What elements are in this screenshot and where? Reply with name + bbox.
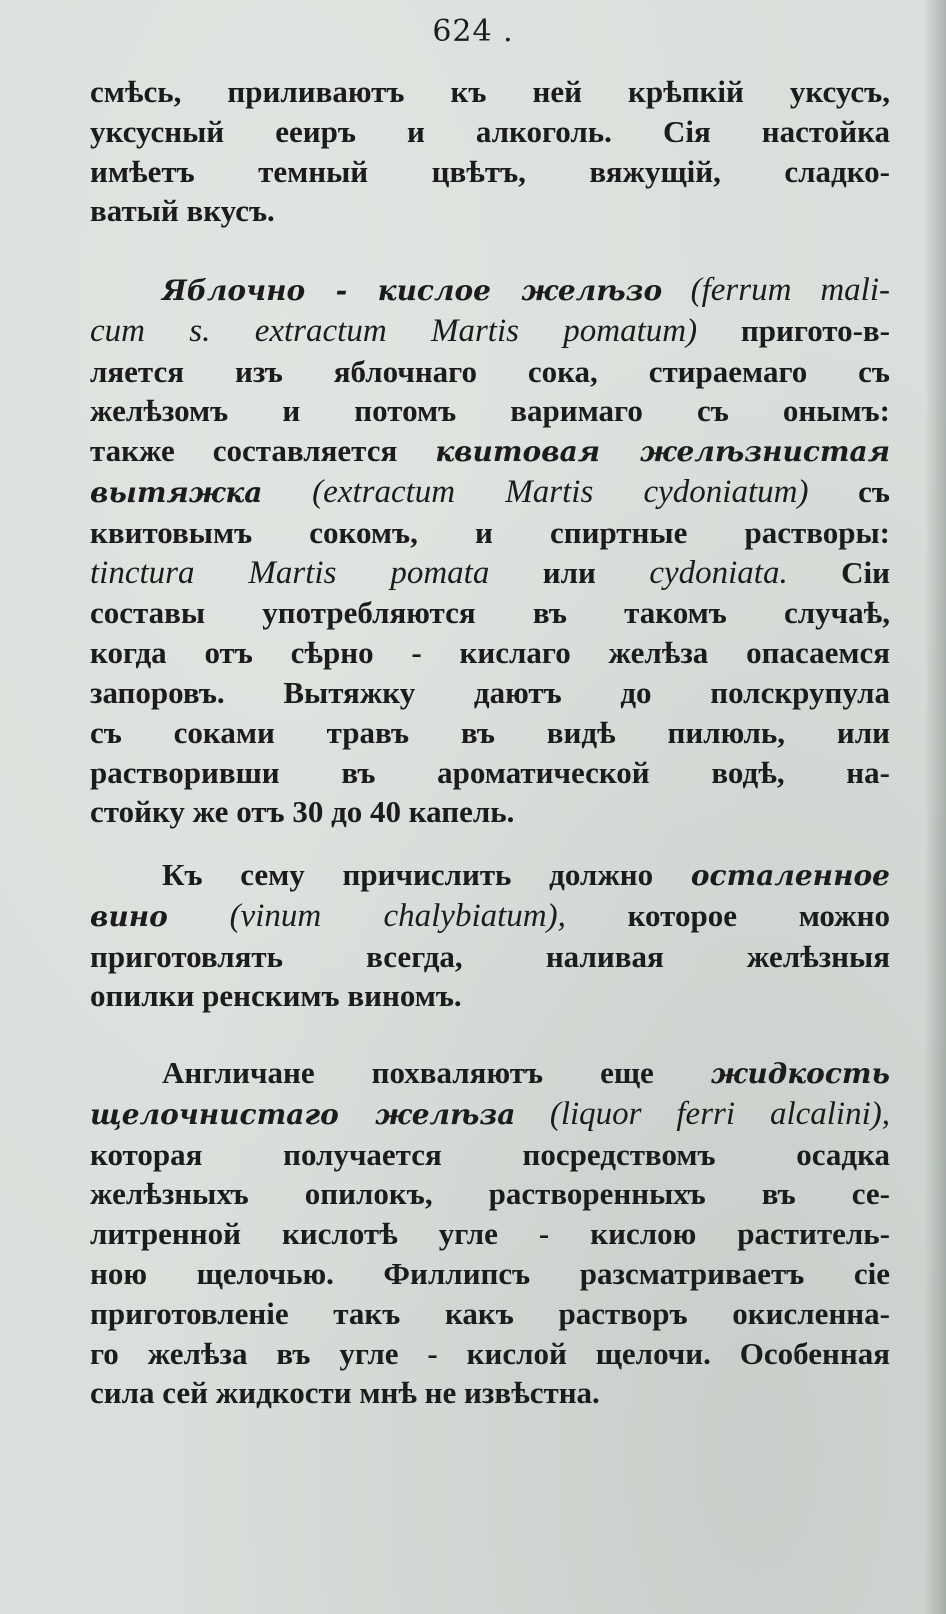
text-fragment: Къ сему причислить должно [162,857,654,892]
term-italic: вино [90,899,168,933]
latin-term: cum s. extractum Martis pomatum) [90,312,698,349]
text-line: желѣзныхъ опилокъ, растворенныхъ въ се- [90,1176,890,1212]
text-line: составы употребляются въ такомъ случаѣ, [90,595,890,631]
text-line: запоровъ. Вытяжку даютъ до полскрупула [90,674,890,710]
text-fragment: также составляется [90,433,398,469]
text-line: уксусный ееиръ и алкоголь. Сія настойка [90,113,890,149]
page-edge-shadow [924,0,946,1614]
term-italic: жидкость [710,1057,890,1090]
text-fragment: или [542,554,596,590]
text-fragment: которое можно [627,897,890,933]
text-line: ною щелочью. Филлипсъ разсматриваетъ сіе [90,1255,890,1291]
term-italic: осталенное [690,859,890,892]
paragraph-3 [90,855,890,1016]
term-italic: Яблочно - кислое желѣзо [162,274,663,307]
paragraph-4 [90,1053,890,1413]
text-fragment: пригото-в- [740,312,890,348]
text-line: желѣзомъ и потомъ варимаго съ онымъ: [90,393,890,429]
text-line [90,896,890,937]
latin-term: (extractum Martis cydoniatum) [312,473,809,510]
latin-term: (ferrum mali- [690,272,890,308]
latin-term: (vinum chalybiatum), [229,897,566,934]
latin-term: tinctura Martis pomata [90,554,490,591]
text-line: ляется изъ яблочнаго сока, стираемаго съ [90,353,890,389]
text-fragment: Англичане похваляютъ еще [162,1055,654,1090]
text-line: которая получается посредствомъ осадка [90,1136,890,1172]
text-line: сила сей жидкости мнѣ не извѣстна. [90,1375,600,1411]
page-number: 624 . [432,14,514,49]
text-line [90,1053,890,1094]
text-fragment: съ [858,473,890,509]
text-line: когда отъ сѣрно - кислаго желѣза опасаемся [90,635,890,671]
text-line: го желѣза въ угле - кислой щелочи. Особенная [90,1335,890,1371]
term-italic: вытяжка [90,475,263,509]
text-line [90,311,890,352]
term-italic: квитовая желѣзнистая [435,435,890,469]
text-line: приготовленіе такъ какъ растворъ окисленна- [90,1295,890,1331]
text-line [90,270,890,311]
text-line: приготовлять всегда, наливая желѣзныя [90,938,890,974]
text-line: квитовымъ сокомъ, и спиртные растворы: [90,514,890,550]
text-line: смѣсь, приливаютъ къ ней крѣпкій уксусъ, [90,74,890,109]
text-line: литренной кислотѣ угле - кислою раститель- [90,1216,890,1252]
paragraph-1 [90,72,890,231]
text-line: растворивши въ ароматической водѣ, на- [90,754,890,790]
latin-term: cydoniata. [649,554,788,591]
term-italic: щелочнистаго желѣза [90,1097,516,1131]
text-line [90,472,890,513]
text-line: съ соками травъ въ видѣ пилюль, или [90,714,890,750]
text-line: ватый вкусъ. [90,193,275,229]
text-line: имѣетъ темный цвѣтъ, вяжущій, сладко- [90,153,890,189]
paragraph-2 [90,270,890,832]
text-fragment: Сіи [841,554,890,590]
text-line: опилки ренскимъ виномъ. [90,978,462,1014]
text-line [90,1094,890,1135]
text-line: стойку же отъ 30 до 40 капель. [90,794,515,830]
text-line [90,431,890,472]
text-line [90,553,890,594]
text-line [90,855,890,896]
latin-term: (liquor ferri alcalini), [549,1095,890,1132]
